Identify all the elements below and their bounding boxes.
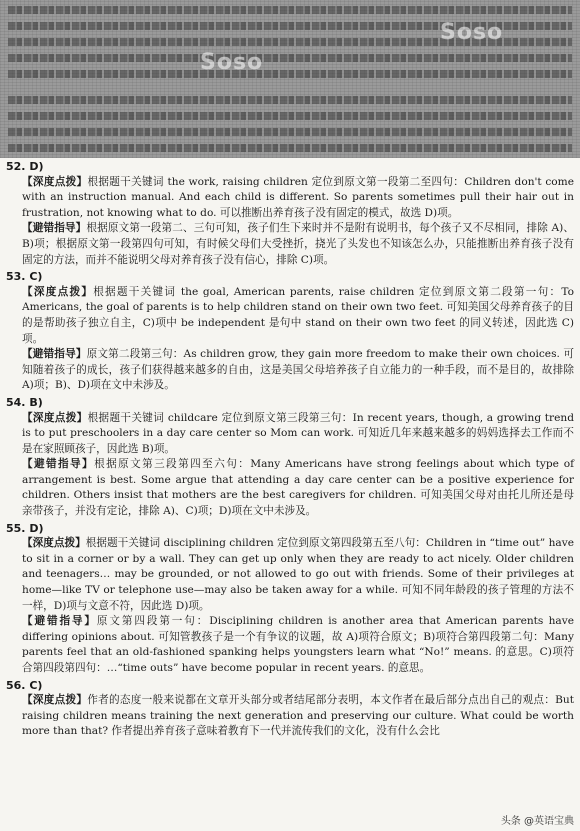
explanation-tag: 【避错指导】 — [22, 458, 95, 471]
explanation-paragraph — [22, 614, 574, 676]
explanation-paragraph — [22, 221, 574, 268]
explanation-text: 根据题干关键词 disciplining children 定位到原文第四段第五至八句：Children in “time out” have to sit in a corner or by a wall. They can get up only when they are ready to act nicely. Older children and teenagers… may be grounded, or not allowed to go out with friends. Some of their privileges at home—like TV or telephone use—may also be taken away for a while. 可知不同年龄段的孩子管理的方法不一样，D)项与文意不符，因此选 D)项。 — [22, 537, 574, 612]
explanation-tag: 【避错指导】 — [22, 222, 87, 235]
question-number: 56. C) — [6, 678, 43, 692]
explanation-text: 根据原文第一段第二、三句可知，孩子们生下来时并不是附有说明书，每个孩子又不尽相同，排除 A)、B)项；根据原文第一段第四句可知，有时候父母们大受挫折，挠光了头发也不知该怎么办，只能推断出养育孩子没有固定的方法，而并不能说明父母对养育孩子没有信心，排除 C)项。 — [22, 222, 574, 266]
explanation-paragraph — [22, 175, 574, 222]
explanation-paragraph — [22, 347, 574, 394]
watermark-logo: Soso — [200, 50, 264, 75]
explanation-text: 根据题干关键词 childcare 定位到原文第三段第三句：In recent years, though, a growing trend is to put preschoolers in a day care center so Mom can work. 可知近几年来越来越多的妈妈选择去工作而不是在家照顾孩子，因此选 B)项。 — [22, 411, 574, 455]
question-block — [6, 269, 574, 394]
explanation-tag: 【深度点拨】 — [22, 694, 88, 707]
explanation-paragraph — [22, 693, 574, 740]
explanation-tag: 【避错指导】 — [22, 348, 87, 361]
explanation-text: 作者的态度一般来说都在文章开头部分或者结尾部分表明，本文作者在最后部分点出自己的观点：But raising children means training the next generation and preserving our culture. What could be worth more than that? 作者提出养育孩子意味着教育下一代并流传我们的文化，没有什么会比 — [22, 694, 574, 738]
explanation-tag: 【深度点拨】 — [22, 411, 88, 424]
watermark-logo-2: Soso — [440, 20, 504, 45]
question-number: 52. D) — [6, 160, 44, 173]
question-block — [6, 395, 574, 520]
footer-watermark: 头条 @英语宝典 — [500, 816, 574, 827]
explanation-tag: 【深度点拨】 — [22, 285, 94, 298]
question-block — [6, 521, 574, 677]
explanation-paragraph — [22, 457, 574, 519]
explanation-tag: 【深度点拨】 — [22, 175, 88, 188]
explanation-paragraph — [22, 536, 574, 614]
explanation-paragraph — [22, 411, 574, 458]
explanation-text: 原文第二段第三句：As children grow, they gain more freedom to make their own choices. 可知随着孩子的成长，孩子们获得越来越多的自由，这是美国父母培养孩子自立能力的一种手段，而不是目的，故排除 A)项；B)、D)项在文中未涉及。 — [22, 348, 575, 392]
question-block — [6, 678, 574, 740]
question-block — [6, 159, 574, 268]
explanation-text: 根据题干关键词 the goal, American parents, raise children 定位到原文第二段第一句：To Americans, the goal of parents is to help children stand on their own two feet. 可知美国父母养育孩子的目的是帮助孩子独立自主，C)项中 be independent 是句中 stand on their own two feet 的同义转述，因此选 C)项。 — [22, 285, 574, 345]
explanation-tag: 【深度点拨】 — [22, 537, 86, 550]
explanation-paragraph — [22, 285, 574, 347]
question-list — [6, 159, 574, 740]
explanation-text: 根据题干关键词 the work, raising children 定位到原文第一段第二至四句：Children don't come with an instruction manual. And each child is different. So parents sometimes pull their hair out in frustration, not knowing what to do. 可以推断出养育孩子没有固定的模式，故选 D)项。 — [22, 175, 575, 219]
question-number: 53. C) — [6, 270, 43, 284]
scanned-passage-header — [0, 0, 580, 158]
explanation-text: 根据原文第三段第四至六句：Many Americans have strong feelings about which type of arrangement is best. Some argue that attending a day care center can be a positive experience for children. Others insist that mothers are the best caregivers for children. 可知美国父母对由托儿所还是母亲带孩子，并没有定论，排除 A)、C)项；D)项在文中未涉及。 — [22, 458, 574, 518]
answer-explanations — [6, 158, 574, 740]
question-number: 55. D) — [6, 521, 44, 535]
explanation-tag: 【避错指导】 — [22, 615, 97, 628]
question-number: 54. B) — [6, 395, 43, 409]
explanation-text: 原文第四段第一句：Disciplining children is another area that American parents have differing opinions about. 可知管教孩子是一个有争议的议题，故 A)项符合原文；B)项符合第四段第二句：Many parents feel that an old-fashioned spanking helps youngsters learn what “No!” means. 的意思。C)项符合第四段第四句：…“time outs” have become popular in recent years. 的意思。 — [22, 615, 575, 674]
